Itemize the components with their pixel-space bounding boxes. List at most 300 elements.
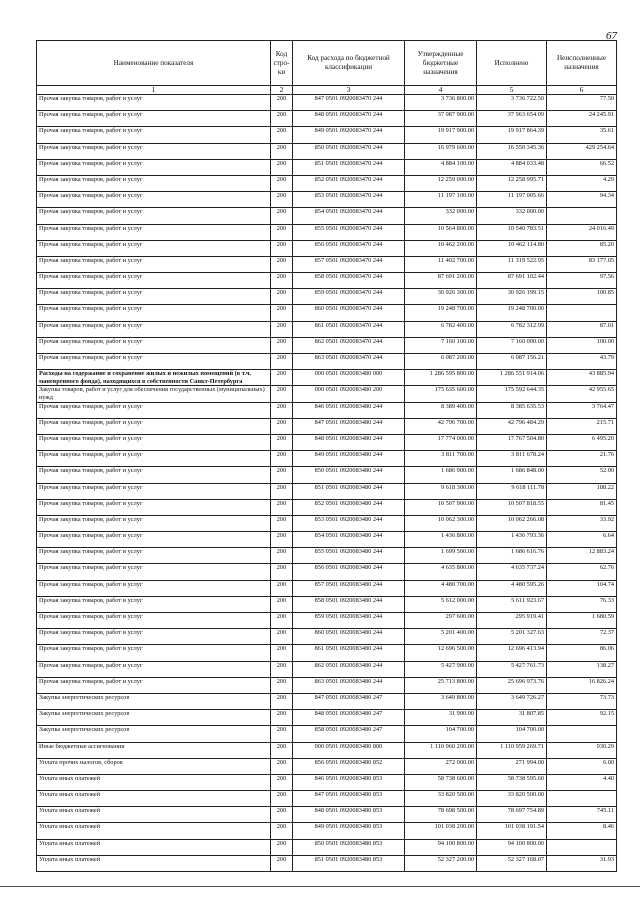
row-executed-amount: 5 427 761.73 [477, 661, 547, 677]
row-expense-code: 000 0501 0920083480 200 [293, 386, 405, 402]
row-line-code: 200 [271, 839, 293, 855]
row-expense-code: 848 0501 0920083480 247 [293, 710, 405, 726]
table-row [37, 645, 617, 661]
row-indicator-name: Прочая закупка товаров, работ и услуг [37, 580, 271, 596]
row-line-code: 200 [271, 208, 293, 224]
row-unexecuted-amount: 12 883.24 [547, 548, 617, 564]
row-executed-amount: 8 385 635.53 [477, 402, 547, 418]
row-executed-amount: 1 686 616.76 [477, 548, 547, 564]
row-line-code: 200 [271, 629, 293, 645]
table-row [37, 791, 617, 807]
table-row [37, 305, 617, 321]
table-row [37, 451, 617, 467]
row-executed-amount: 1 436 793.36 [477, 532, 547, 548]
row-unexecuted-amount: 24 245.91 [547, 111, 617, 127]
table-row [37, 418, 617, 434]
row-approved-amount: 101 038 200.00 [405, 823, 477, 839]
row-approved-amount: 1 436 800.00 [405, 532, 477, 548]
row-approved-amount: 16 979 600.00 [405, 143, 477, 159]
table-row [37, 467, 617, 483]
table-row [37, 823, 617, 839]
row-executed-amount: 12 696 413.94 [477, 645, 547, 661]
row-unexecuted-amount: 81.45 [547, 499, 617, 515]
table-row [37, 337, 617, 353]
row-executed-amount: 10 507 818.55 [477, 499, 547, 515]
table-row [37, 483, 617, 499]
row-approved-amount: 30 926 300.00 [405, 289, 477, 305]
table-row [37, 127, 617, 143]
row-executed-amount: 58 738 595.60 [477, 774, 547, 790]
row-executed-amount: 31 807.85 [477, 710, 547, 726]
row-expense-code: 858 0501 0920083480 244 [293, 596, 405, 612]
row-executed-amount: 4 635 737.24 [477, 564, 547, 580]
table-row [37, 726, 617, 742]
row-approved-amount: 1 286 595 800.00 [405, 370, 477, 386]
row-unexecuted-amount: 62.76 [547, 564, 617, 580]
row-executed-amount: 10 462 114.80 [477, 240, 547, 256]
row-executed-amount: 7 160 000.00 [477, 337, 547, 353]
row-approved-amount: 8 389 400.00 [405, 402, 477, 418]
row-line-code: 200 [271, 192, 293, 208]
row-expense-code: 851 0501 0920083480 853 [293, 855, 405, 871]
row-expense-code: 847 0501 0920083470 244 [293, 95, 405, 111]
row-approved-amount: 9 618 300.00 [405, 483, 477, 499]
row-unexecuted-amount: 21.76 [547, 451, 617, 467]
row-unexecuted-amount: 429 254.64 [547, 143, 617, 159]
row-expense-code: 000 0501 0920083480 800 [293, 742, 405, 758]
row-executed-amount: 101 038 191.54 [477, 823, 547, 839]
row-line-code: 200 [271, 337, 293, 353]
row-line-code: 200 [271, 791, 293, 807]
table-row [37, 693, 617, 709]
row-approved-amount: 5 427 900.00 [405, 661, 477, 677]
row-expense-code: 857 0501 0920083470 244 [293, 256, 405, 272]
row-approved-amount: 11 402 700.00 [405, 256, 477, 272]
row-line-code: 200 [271, 613, 293, 629]
row-approved-amount: 19 248 700.00 [405, 305, 477, 321]
table-row [37, 499, 617, 515]
row-indicator-name: Прочая закупка товаров, работ и услуг [37, 305, 271, 321]
row-unexecuted-amount: 31.93 [547, 855, 617, 871]
row-approved-amount: 19 917 900.00 [405, 127, 477, 143]
row-unexecuted-amount: 83 177.05 [547, 256, 617, 272]
row-line-code: 200 [271, 645, 293, 661]
row-unexecuted-amount: 1 680.59 [547, 613, 617, 629]
table-row [37, 224, 617, 240]
row-executed-amount: 3 649 726.27 [477, 693, 547, 709]
row-line-code: 200 [271, 855, 293, 871]
row-line-code: 200 [271, 807, 293, 823]
table-row [37, 95, 617, 111]
row-executed-amount: 4 884 033.48 [477, 159, 547, 175]
row-unexecuted-amount: 73.73 [547, 693, 617, 709]
row-indicator-name: Уплата иных платежей [37, 839, 271, 855]
row-line-code: 200 [271, 95, 293, 111]
table-row [37, 661, 617, 677]
row-executed-amount: 332 000.00 [477, 208, 547, 224]
row-line-code: 200 [271, 710, 293, 726]
row-executed-amount: 12 258 995.71 [477, 175, 547, 191]
row-approved-amount: 175 635 600.00 [405, 386, 477, 402]
row-unexecuted-amount: 85.20 [547, 240, 617, 256]
row-unexecuted-amount: 33.92 [547, 515, 617, 531]
row-indicator-name: Прочая закупка товаров, работ и услуг [37, 661, 271, 677]
table-row [37, 386, 617, 402]
table-row [37, 273, 617, 289]
row-approved-amount: 297 600.00 [405, 613, 477, 629]
row-unexecuted-amount: 72.37 [547, 629, 617, 645]
row-indicator-name: Прочая закупка товаров, работ и услуг [37, 532, 271, 548]
row-expense-code: 000 0501 0920083480 000 [293, 370, 405, 386]
row-approved-amount: 3 649 800.00 [405, 693, 477, 709]
row-approved-amount: 17 774 000.00 [405, 434, 477, 450]
row-unexecuted-amount: 42 955.65 [547, 386, 617, 402]
row-approved-amount: 10 062 300.00 [405, 515, 477, 531]
row-indicator-name: Прочая закупка товаров, работ и услуг [37, 159, 271, 175]
row-expense-code: 848 0501 0920083480 244 [293, 434, 405, 450]
row-indicator-name: Прочая закупка товаров, работ и услуг [37, 677, 271, 693]
table-row [37, 855, 617, 871]
row-unexecuted-amount: 92.15 [547, 710, 617, 726]
row-indicator-name: Прочая закупка товаров, работ и услуг [37, 629, 271, 645]
row-expense-code: 854 0501 0920083480 244 [293, 532, 405, 548]
row-expense-code: 848 0501 0920083470 244 [293, 111, 405, 127]
row-indicator-name: Уплата прочих налогов, сборов [37, 758, 271, 774]
row-executed-amount: 30 926 199.15 [477, 289, 547, 305]
row-approved-amount: 3 736 800.00 [405, 95, 477, 111]
row-indicator-name: Уплата иных платежей [37, 791, 271, 807]
row-expense-code: 859 0501 0920083480 244 [293, 613, 405, 629]
row-line-code: 200 [271, 273, 293, 289]
row-unexecuted-amount: 3 764.47 [547, 402, 617, 418]
table-row [37, 208, 617, 224]
row-executed-amount: 3 811 678.24 [477, 451, 547, 467]
row-unexecuted-amount: 97.56 [547, 273, 617, 289]
row-indicator-name: Прочая закупка товаров, работ и услуг [37, 337, 271, 353]
row-indicator-name: Прочая закупка товаров, работ и услуг [37, 192, 271, 208]
row-approved-amount: 4 480 700.00 [405, 580, 477, 596]
row-expense-code: 858 0501 0920083470 244 [293, 273, 405, 289]
row-unexecuted-amount: 138.27 [547, 661, 617, 677]
row-expense-code: 847 0501 0920083480 247 [293, 693, 405, 709]
table-row [37, 677, 617, 693]
row-expense-code: 858 0501 0920083480 247 [293, 726, 405, 742]
column-number: 3 [293, 86, 405, 95]
row-line-code: 200 [271, 256, 293, 272]
row-line-code: 200 [271, 127, 293, 143]
row-indicator-name: Прочая закупка товаров, работ и услуг [37, 418, 271, 434]
row-approved-amount: 3 811 700.00 [405, 451, 477, 467]
row-executed-amount: 6 782 312.99 [477, 321, 547, 337]
row-line-code: 200 [271, 370, 293, 386]
row-indicator-name: Прочая закупка товаров, работ и услуг [37, 499, 271, 515]
row-approved-amount: 12 696 500.00 [405, 645, 477, 661]
row-line-code: 200 [271, 159, 293, 175]
row-expense-code: 851 0501 0920083470 244 [293, 159, 405, 175]
row-indicator-name: Прочая закупка товаров, работ и услуг [37, 596, 271, 612]
row-unexecuted-amount: 930.29 [547, 742, 617, 758]
row-indicator-name: Прочая закупка товаров, работ и услуг [37, 224, 271, 240]
row-unexecuted-amount: 6.00 [547, 758, 617, 774]
row-line-code: 200 [271, 499, 293, 515]
row-expense-code: 853 0501 0920083480 244 [293, 515, 405, 531]
row-unexecuted-amount: 43 885.94 [547, 370, 617, 386]
row-approved-amount: 6 782 400.00 [405, 321, 477, 337]
table-header-row [37, 41, 617, 86]
row-approved-amount: 5 612 000.00 [405, 596, 477, 612]
table-row [37, 402, 617, 418]
row-line-code: 200 [271, 467, 293, 483]
row-line-code: 200 [271, 564, 293, 580]
row-executed-amount: 1 286 551 914.06 [477, 370, 547, 386]
row-executed-amount: 9 618 111.78 [477, 483, 547, 499]
row-approved-amount: 11 197 100.00 [405, 192, 477, 208]
column-number: 6 [547, 86, 617, 95]
row-expense-code: 846 0501 0920083480 853 [293, 774, 405, 790]
row-line-code: 200 [271, 354, 293, 370]
row-executed-amount: 11 197 005.66 [477, 192, 547, 208]
row-executed-amount: 16 550 345.36 [477, 143, 547, 159]
row-unexecuted-amount: 4.29 [547, 175, 617, 191]
row-unexecuted-amount: 100.85 [547, 289, 617, 305]
row-indicator-name: Прочая закупка товаров, работ и услуг [37, 515, 271, 531]
row-indicator-name: Прочая закупка товаров, работ и услуг [37, 111, 271, 127]
row-indicator-name: Прочая закупка товаров, работ и услуг [37, 451, 271, 467]
row-executed-amount: 25 696 973.76 [477, 677, 547, 693]
row-line-code: 200 [271, 402, 293, 418]
row-indicator-name: Прочая закупка товаров, работ и услуг [37, 321, 271, 337]
row-line-code: 200 [271, 111, 293, 127]
page-number: 67 [606, 30, 617, 42]
row-unexecuted-amount: 76.33 [547, 596, 617, 612]
row-unexecuted-amount: 16 826.24 [547, 677, 617, 693]
row-expense-code: 849 0501 0920083480 244 [293, 451, 405, 467]
column-number: 2 [271, 86, 293, 95]
row-approved-amount: 37 987 900.00 [405, 111, 477, 127]
row-line-code: 200 [271, 823, 293, 839]
row-expense-code: 849 0501 0920083480 853 [293, 823, 405, 839]
row-approved-amount: 104 700.00 [405, 726, 477, 742]
row-expense-code: 855 0501 0920083480 244 [293, 548, 405, 564]
row-expense-code: 862 0501 0920083480 244 [293, 661, 405, 677]
row-expense-code: 846 0501 0920083480 244 [293, 402, 405, 418]
row-indicator-name: Прочая закупка товаров, работ и услуг [37, 548, 271, 564]
row-expense-code: 848 0501 0920083480 853 [293, 807, 405, 823]
row-line-code: 200 [271, 289, 293, 305]
row-indicator-name: Прочая закупка товаров, работ и услуг [37, 143, 271, 159]
row-expense-code: 852 0501 0920083470 244 [293, 175, 405, 191]
row-approved-amount: 272 000.00 [405, 758, 477, 774]
row-approved-amount: 33 820 500.00 [405, 791, 477, 807]
row-line-code: 200 [271, 515, 293, 531]
table-row [37, 111, 617, 127]
row-indicator-name: Расходы на содержание и сохранение жилых и нежилых помещений (в т.ч. маневренного фонда), находящихся в собственности Санкт-Петербурга [37, 370, 271, 386]
row-unexecuted-amount: 6 495.20 [547, 434, 617, 450]
table-row [37, 742, 617, 758]
budget-execution-table [36, 40, 617, 872]
row-approved-amount: 7 160 100.00 [405, 337, 477, 353]
row-expense-code: 861 0501 0920083480 244 [293, 645, 405, 661]
row-approved-amount: 5 201 400.00 [405, 629, 477, 645]
table-row [37, 532, 617, 548]
header-line-code: Код стро-ки [271, 41, 293, 86]
row-expense-code: 856 0501 0920083480 244 [293, 564, 405, 580]
row-executed-amount: 19 917 864.39 [477, 127, 547, 143]
row-approved-amount: 52 327 200.00 [405, 855, 477, 871]
row-line-code: 200 [271, 305, 293, 321]
row-indicator-name: Прочая закупка товаров, работ и услуг [37, 434, 271, 450]
row-executed-amount: 295 919.41 [477, 613, 547, 629]
row-indicator-name: Уплата иных платежей [37, 774, 271, 790]
row-indicator-name: Прочая закупка товаров, работ и услуг [37, 564, 271, 580]
row-approved-amount: 87 691 200.00 [405, 273, 477, 289]
row-executed-amount: 17 767 504.80 [477, 434, 547, 450]
row-unexecuted-amount: 66.52 [547, 159, 617, 175]
row-approved-amount: 4 635 800.00 [405, 564, 477, 580]
row-line-code: 200 [271, 677, 293, 693]
column-number: 4 [405, 86, 477, 95]
row-executed-amount: 94 100 800.00 [477, 839, 547, 855]
table-row [37, 774, 617, 790]
table-row [37, 143, 617, 159]
row-indicator-name: Закупка товаров, работ и услуг для обеспечения государственных (муниципальных) нужд [37, 386, 271, 402]
table-row [37, 613, 617, 629]
row-unexecuted-amount: 6.64 [547, 532, 617, 548]
row-executed-amount: 37 963 654.09 [477, 111, 547, 127]
row-unexecuted-amount [547, 791, 617, 807]
row-unexecuted-amount: 77.50 [547, 95, 617, 111]
row-indicator-name: Уплата иных платежей [37, 855, 271, 871]
table-row [37, 370, 617, 386]
row-indicator-name: Прочая закупка товаров, работ и услуг [37, 645, 271, 661]
row-line-code: 200 [271, 143, 293, 159]
row-indicator-name: Уплата иных платежей [37, 807, 271, 823]
row-approved-amount: 6 087 200.00 [405, 354, 477, 370]
row-executed-amount: 3 736 722.50 [477, 95, 547, 111]
row-expense-code: 863 0501 0920083470 244 [293, 354, 405, 370]
table-row [37, 192, 617, 208]
row-approved-amount: 10 507 900.00 [405, 499, 477, 515]
row-unexecuted-amount: 87.01 [547, 321, 617, 337]
row-executed-amount: 52 327 168.07 [477, 855, 547, 871]
row-unexecuted-amount: 35.61 [547, 127, 617, 143]
table-row [37, 434, 617, 450]
row-executed-amount: 5 201 327.63 [477, 629, 547, 645]
row-indicator-name: Прочая закупка товаров, работ и услуг [37, 483, 271, 499]
row-expense-code: 855 0501 0920083470 244 [293, 224, 405, 240]
page-bottom-rule [0, 886, 640, 887]
row-line-code: 200 [271, 693, 293, 709]
header-unexecuted: Неисполненные назначения [547, 41, 617, 86]
row-approved-amount: 78 698 500.00 [405, 807, 477, 823]
row-executed-amount: 33 820 500.00 [477, 791, 547, 807]
row-approved-amount: 1 686 900.00 [405, 467, 477, 483]
row-indicator-name: Иные бюджетные ассигнования [37, 742, 271, 758]
row-executed-amount: 10 540 783.51 [477, 224, 547, 240]
table-row [37, 580, 617, 596]
row-executed-amount: 5 611 923.67 [477, 596, 547, 612]
table-row [37, 321, 617, 337]
row-indicator-name: Уплата иных платежей [37, 823, 271, 839]
row-unexecuted-amount [547, 305, 617, 321]
row-indicator-name: Закупка энергетических ресурсов [37, 693, 271, 709]
row-expense-code: 856 0501 0920083470 244 [293, 240, 405, 256]
row-unexecuted-amount: 104.74 [547, 580, 617, 596]
row-unexecuted-amount: 100.00 [547, 337, 617, 353]
row-unexecuted-amount: 94.34 [547, 192, 617, 208]
row-approved-amount: 332 000.00 [405, 208, 477, 224]
header-expense-code: Код расхода по бюджетной классификации [293, 41, 405, 86]
row-approved-amount: 58 738 600.00 [405, 774, 477, 790]
row-expense-code: 859 0501 0920083470 244 [293, 289, 405, 305]
row-indicator-name: Прочая закупка товаров, работ и услуг [37, 402, 271, 418]
row-expense-code: 847 0501 0920083480 853 [293, 791, 405, 807]
row-indicator-name: Прочая закупка товаров, работ и услуг [37, 273, 271, 289]
row-approved-amount: 1 110 960 200.00 [405, 742, 477, 758]
row-unexecuted-amount [547, 208, 617, 224]
row-indicator-name: Прочая закупка товаров, работ и услуг [37, 175, 271, 191]
row-expense-code: 861 0501 0920083470 244 [293, 321, 405, 337]
row-expense-code: 850 0501 0920083480 244 [293, 467, 405, 483]
row-approved-amount: 12 259 000.00 [405, 175, 477, 191]
table-row [37, 256, 617, 272]
row-unexecuted-amount: 188.22 [547, 483, 617, 499]
row-executed-amount: 6 087 156.21 [477, 354, 547, 370]
row-indicator-name: Прочая закупка товаров, работ и услуг [37, 240, 271, 256]
row-executed-amount: 4 480 595.26 [477, 580, 547, 596]
row-indicator-name: Прочая закупка товаров, работ и услуг [37, 289, 271, 305]
row-expense-code: 850 0501 0920083480 853 [293, 839, 405, 855]
row-approved-amount: 31 900.00 [405, 710, 477, 726]
table-row [37, 159, 617, 175]
table-row [37, 515, 617, 531]
column-number: 1 [37, 86, 271, 95]
table-row [37, 354, 617, 370]
table-row [37, 710, 617, 726]
row-expense-code: 849 0501 0920083470 244 [293, 127, 405, 143]
row-executed-amount: 87 691 102.44 [477, 273, 547, 289]
table-row [37, 839, 617, 855]
row-executed-amount: 10 062 266.08 [477, 515, 547, 531]
row-expense-code: 851 0501 0920083480 244 [293, 483, 405, 499]
table-row [37, 596, 617, 612]
row-indicator-name: Закупка энергетических ресурсов [37, 710, 271, 726]
row-line-code: 200 [271, 451, 293, 467]
row-line-code: 200 [271, 596, 293, 612]
row-line-code: 200 [271, 580, 293, 596]
row-unexecuted-amount [547, 839, 617, 855]
row-executed-amount: 271 994.00 [477, 758, 547, 774]
row-approved-amount: 1 699 500.00 [405, 548, 477, 564]
table-row [37, 289, 617, 305]
table-row [37, 629, 617, 645]
row-executed-amount: 1 110 959 269.71 [477, 742, 547, 758]
row-line-code: 200 [271, 742, 293, 758]
row-unexecuted-amount: 8.46 [547, 823, 617, 839]
column-number-row [37, 86, 617, 95]
row-approved-amount: 4 884 100.00 [405, 159, 477, 175]
row-indicator-name: Прочая закупка товаров, работ и услуг [37, 354, 271, 370]
row-line-code: 200 [271, 418, 293, 434]
row-approved-amount: 42 796 700.00 [405, 418, 477, 434]
row-executed-amount: 1 686 848.00 [477, 467, 547, 483]
row-approved-amount: 10 462 200.00 [405, 240, 477, 256]
row-executed-amount: 11 319 522.95 [477, 256, 547, 272]
row-unexecuted-amount: 52.00 [547, 467, 617, 483]
table-row [37, 548, 617, 564]
row-line-code: 200 [271, 483, 293, 499]
row-line-code: 200 [271, 774, 293, 790]
